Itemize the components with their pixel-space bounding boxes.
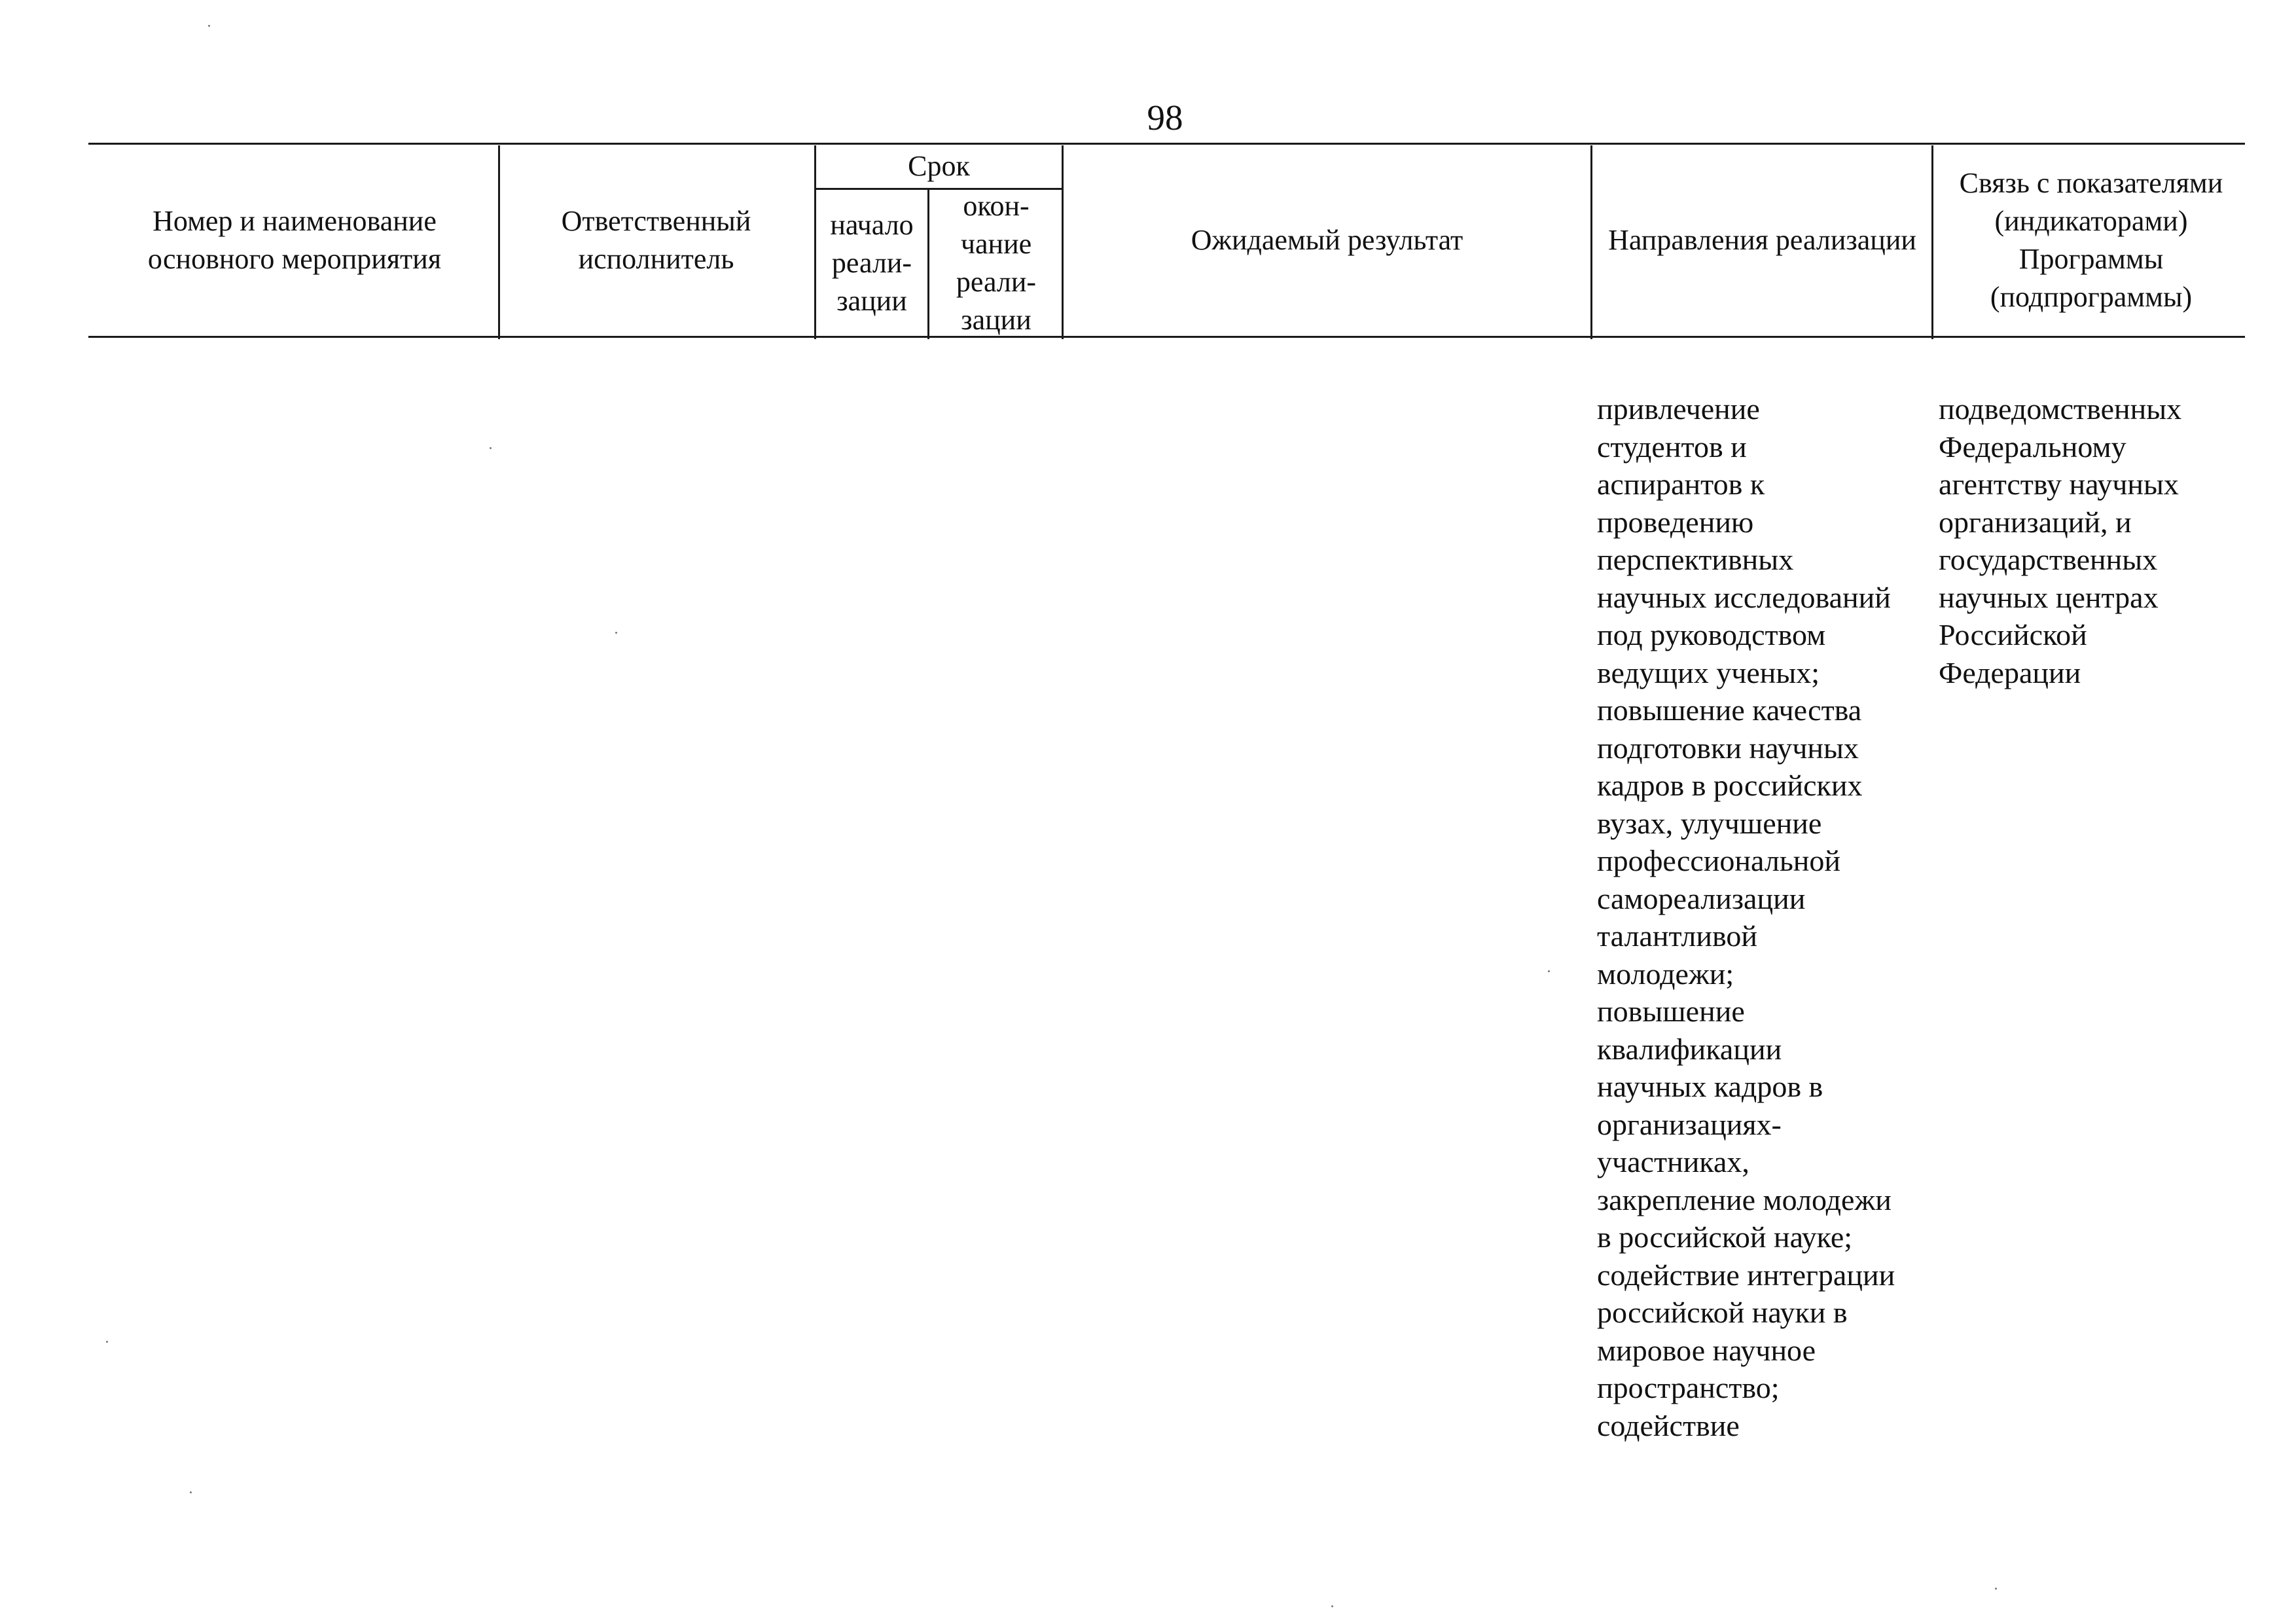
text-line: перспективных xyxy=(1597,543,1794,576)
text-line: участниках, xyxy=(1597,1145,1749,1178)
scan-speck xyxy=(1331,1605,1333,1607)
text-line: талантливой xyxy=(1597,919,1758,953)
text-line: организаций, и xyxy=(1939,505,2132,539)
text-line: пространство; xyxy=(1597,1371,1780,1404)
scan-speck xyxy=(106,1341,108,1343)
scan-speck xyxy=(1995,1588,1997,1590)
column-divider xyxy=(1931,145,1933,339)
text-line: квалификации xyxy=(1597,1032,1782,1066)
text-line: студентов и xyxy=(1597,429,1747,464)
header-top-rule xyxy=(88,143,2245,145)
text-line: Российской xyxy=(1939,618,2087,651)
header-term-start: начало реали-зации xyxy=(830,209,914,317)
text-line: содействие xyxy=(1597,1408,1740,1442)
directions-text xyxy=(1597,390,1924,1444)
text-line: подготовки научных xyxy=(1597,731,1859,765)
column-divider xyxy=(1062,145,1064,339)
header-bottom-rule xyxy=(88,336,2245,338)
text-line: вузах, улучшение xyxy=(1597,806,1822,840)
column-divider xyxy=(498,145,500,339)
text-line: подведомственных xyxy=(1939,392,2182,426)
text-line: профессиональной xyxy=(1597,844,1841,877)
text-line: научных исследований xyxy=(1597,580,1891,614)
text-line: молодежи; xyxy=(1597,957,1734,991)
text-line: Федерации xyxy=(1939,655,2081,689)
header-link-indicators: Связь с показателями (индикаторами) Программы (подпрограммы) xyxy=(1959,167,2223,313)
text-line: ведущих ученых; xyxy=(1597,655,1820,689)
text-line: в российской науке; xyxy=(1597,1220,1853,1254)
text-line: содействие интеграции xyxy=(1597,1258,1895,1292)
text-line: мировое научное xyxy=(1597,1333,1816,1367)
column-divider xyxy=(927,189,929,339)
scan-speck xyxy=(1548,970,1550,972)
text-line: Федеральному xyxy=(1939,429,2126,464)
header-executor: Ответственный исполнитель xyxy=(561,205,751,275)
text-line: государственных xyxy=(1939,543,2158,576)
text-line: повышение качества xyxy=(1597,693,1862,727)
text-line: повышение xyxy=(1597,994,1745,1028)
page-number: 98 xyxy=(1147,98,1183,137)
text-line: российской науки в xyxy=(1597,1296,1848,1329)
header-term-end: окон-чание реали-зации xyxy=(956,190,1037,336)
text-line: организациях- xyxy=(1597,1107,1782,1141)
header-measure: Номер и наименование основного мероприятия xyxy=(147,205,442,275)
text-line: привлечение xyxy=(1597,392,1760,426)
text-line: самореализации xyxy=(1597,881,1806,915)
header-result: Ожидаемый результат xyxy=(1191,224,1463,256)
scan-speck xyxy=(208,25,210,27)
text-line: закрепление молодежи xyxy=(1597,1182,1892,1216)
scan-speck xyxy=(190,1491,192,1493)
scan-speck xyxy=(615,632,617,634)
text-line: под руководством xyxy=(1597,618,1826,651)
scan-speck xyxy=(490,447,492,449)
text-line: научных центрах xyxy=(1939,580,2159,614)
link-indicators-text xyxy=(1939,390,2246,691)
column-divider xyxy=(1590,145,1592,339)
header-directions: Направления реализации xyxy=(1608,224,1916,256)
header-term: Срок xyxy=(908,150,970,182)
text-line: аспирантов к xyxy=(1597,467,1765,501)
text-line: научных кадров в xyxy=(1597,1070,1823,1103)
text-line: кадров в российских xyxy=(1597,769,1863,802)
text-line: агентству научных xyxy=(1939,467,2179,501)
text-line: проведению xyxy=(1597,505,1754,539)
